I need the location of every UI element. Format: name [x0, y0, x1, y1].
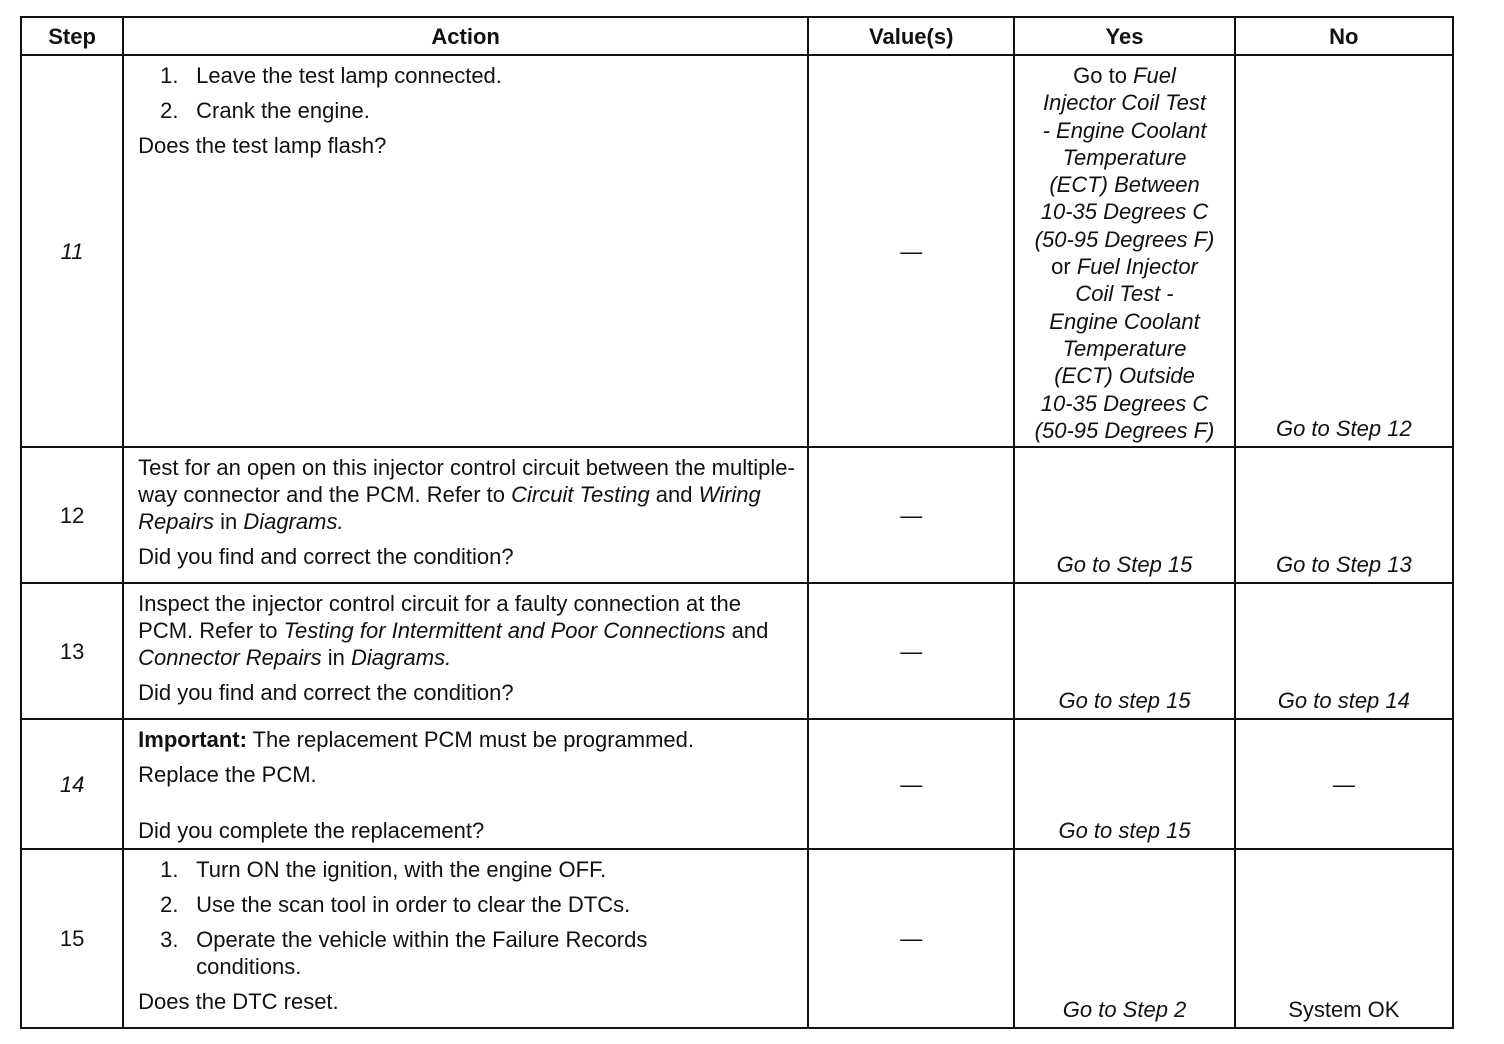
list-number: 1.	[160, 63, 179, 88]
header-value: Value(s)	[808, 17, 1014, 55]
list-item-text: Operate the vehicle within the Failure Records conditions.	[196, 927, 648, 979]
header-row	[21, 17, 1453, 55]
no-cell	[1235, 583, 1453, 719]
important-text: The replacement PCM must be programmed.	[246, 727, 695, 752]
step-number: 12	[21, 447, 123, 583]
yes-cell	[1014, 447, 1234, 583]
yes-text: Injector Coil Test	[1043, 90, 1207, 116]
yes-text: Fuel	[1133, 63, 1176, 88]
table-row-step-12	[21, 447, 1453, 583]
action-cell	[123, 55, 808, 447]
action-paragraph	[138, 590, 797, 671]
action-text-ref: Diagrams.	[243, 509, 344, 534]
yes-text: Engine Coolant	[1049, 308, 1200, 334]
action-list	[138, 62, 797, 124]
list-item	[138, 926, 797, 980]
action-text-ref: Diagrams.	[350, 645, 452, 670]
list-item	[138, 891, 797, 918]
step-number: 15	[21, 849, 123, 1028]
no-cell: —	[1235, 719, 1453, 849]
list-item-text: Leave the test lamp connected.	[196, 63, 502, 88]
list-number: 1.	[160, 857, 179, 882]
yes-text: - Engine Coolant	[1042, 117, 1207, 143]
value-cell: —	[808, 719, 1014, 849]
list-item-text: Use the scan tool in order to clear the DTCs.	[196, 892, 631, 917]
action-text: in	[321, 645, 351, 670]
action-text: and	[725, 618, 769, 643]
header-action: Action	[123, 17, 808, 55]
step-number: 11	[21, 55, 123, 447]
no-text: Go to Step 12	[1275, 416, 1412, 441]
important-label: Important:	[138, 727, 247, 752]
no-cell	[1235, 849, 1453, 1028]
header-yes: Yes	[1014, 17, 1234, 55]
list-number: 3.	[160, 927, 179, 952]
action-question: Did you find and correct the condition?	[138, 680, 514, 705]
diagnostic-table	[20, 16, 1454, 1029]
list-item	[138, 62, 797, 89]
action-text: and	[649, 482, 699, 507]
action-text-ref: Wiring Repairs	[138, 482, 761, 534]
action-question: Did you complete the replacement?	[138, 818, 485, 843]
yes-text: Go to	[1073, 63, 1134, 88]
header-step: Step	[21, 17, 123, 55]
action-text: in	[213, 509, 244, 534]
action-question: Does the DTC reset.	[138, 989, 339, 1014]
yes-text: or	[1051, 254, 1077, 280]
yes-cell	[1014, 849, 1234, 1028]
yes-cell	[1014, 719, 1234, 849]
value-cell: —	[808, 55, 1014, 447]
list-item	[138, 97, 797, 124]
yes-text: Go to Step 15	[1056, 552, 1193, 577]
no-text: System OK	[1288, 997, 1400, 1022]
action-cell	[123, 583, 808, 719]
yes-text: 10-35 Degrees C	[1040, 390, 1209, 416]
yes-cell	[1014, 55, 1234, 447]
step-number: 14	[21, 719, 123, 849]
list-item-text: Crank the engine.	[196, 98, 370, 123]
yes-cell	[1014, 583, 1234, 719]
yes-text: Temperature	[1062, 335, 1187, 361]
list-number: 2.	[160, 98, 179, 123]
yes-text: Go to step 15	[1058, 818, 1191, 843]
action-cell	[123, 719, 808, 849]
yes-text: (ECT) Between	[1049, 172, 1200, 198]
list-item	[138, 856, 797, 883]
yes-text: Fuel Injector	[1076, 254, 1198, 280]
action-instruction: Replace the PCM.	[138, 762, 317, 787]
action-text: Inspect the injector control circuit for a faulty connection at the PCM. Refer to	[138, 591, 742, 643]
yes-text: Go to Step 2	[1062, 997, 1187, 1022]
action-question: Did you find and correct the condition?	[138, 544, 514, 569]
action-paragraph	[138, 454, 797, 535]
value-cell: —	[808, 849, 1014, 1028]
value-cell: —	[808, 583, 1014, 719]
table-row-step-13	[21, 583, 1453, 719]
table-row-step-15	[21, 849, 1453, 1028]
list-number: 2.	[160, 892, 179, 917]
header-no: No	[1235, 17, 1453, 55]
yes-text: (50-95 Degrees F)	[1034, 417, 1215, 443]
yes-text: Go to step 15	[1058, 688, 1191, 713]
yes-text: (ECT) Outside	[1054, 363, 1195, 389]
no-text: Go to Step 13	[1275, 552, 1412, 577]
action-cell	[123, 849, 808, 1028]
yes-text: Coil Test -	[1075, 281, 1174, 307]
action-question: Does the test lamp flash?	[138, 133, 387, 158]
action-text-ref: Circuit Testing	[511, 482, 650, 507]
action-text-ref: Connector Repairs	[138, 645, 322, 670]
no-cell	[1235, 447, 1453, 583]
important-note	[138, 726, 797, 753]
yes-text: (50-95 Degrees F)	[1034, 226, 1215, 252]
table-row-step-14	[21, 719, 1453, 849]
table-row-step-11	[21, 55, 1453, 447]
no-cell	[1235, 55, 1453, 447]
list-item-text: Turn ON the ignition, with the engine OFF.	[196, 857, 607, 882]
yes-text: Temperature	[1062, 144, 1187, 170]
step-number: 13	[21, 583, 123, 719]
yes-text: 10-35 Degrees C	[1040, 199, 1209, 225]
value-cell: —	[808, 447, 1014, 583]
action-cell	[123, 447, 808, 583]
no-text: Go to step 14	[1277, 688, 1410, 713]
action-text-ref: Testing for Intermittent and Poor Connections	[283, 618, 726, 643]
action-text: Test for an open on this injector control circuit between the multiple-way connector and the PCM. Refer to	[138, 455, 795, 507]
action-list	[138, 856, 797, 980]
